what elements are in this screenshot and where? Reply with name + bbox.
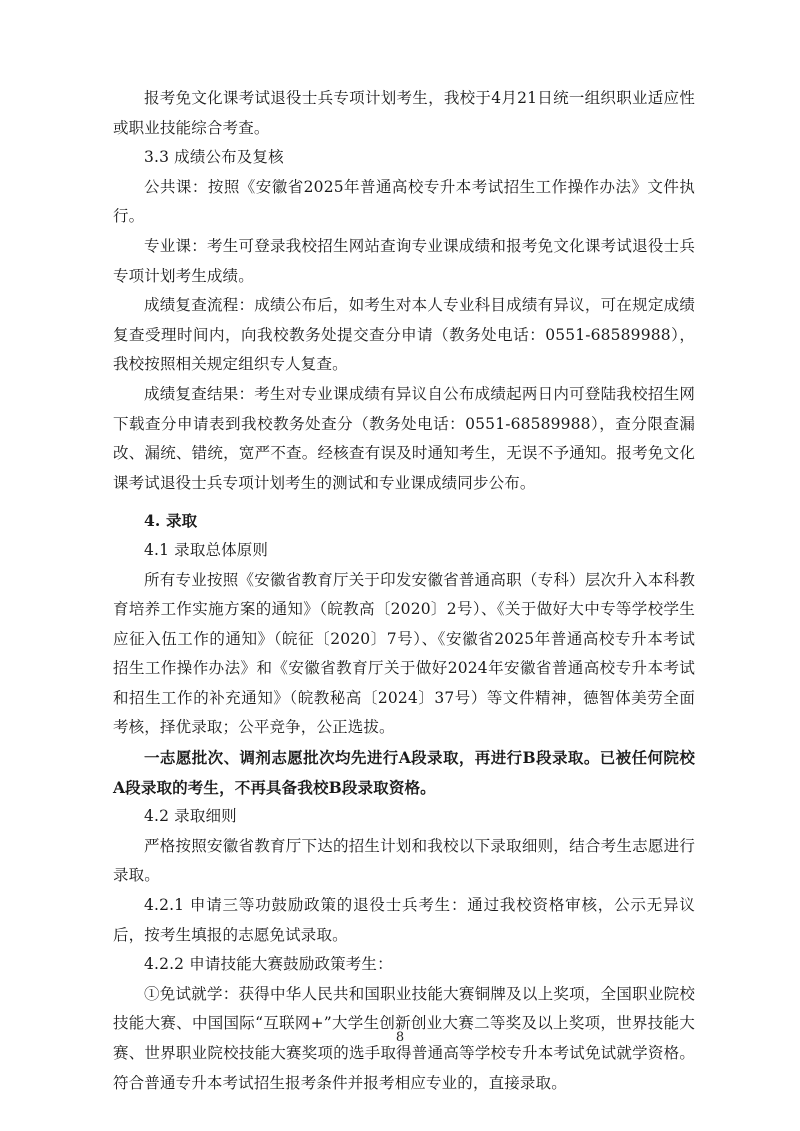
paragraph-review-process: 成绩复查流程：成绩公布后，如考生对本人专业科目成绩有异议，可在规定成绩复查受理时间内，向我校教务处提交查分申请（教务处电话：0551-68589988），我校按照相关规定组织专人复查。 [113, 296, 695, 374]
document-body [113, 84, 695, 1098]
section-4-1-heading: 4.1 录取总体原则 [144, 540, 269, 559]
page-number: 8 [395, 1030, 405, 1045]
section-4-2-heading: 4.2 录取细则 [144, 807, 237, 826]
paragraph-4-2-1: 4.2.1 申请三等功鼓励政策的退役士兵考生：通过我校资格审核，公示无异议后，按考生填报的志愿免试录取。 [113, 896, 695, 944]
paragraph-review-result: 成绩复查结果：考生对专业课成绩有异议自公布成绩起两日内可登陆我校招生网下载查分申请表到我校教务处查分（教务处电话：0551-68589988），查分限查漏改、漏统、错统，宽严不查。经核查有误及时通知考生，无误不予通知。报考免文化课考试退役士兵专项计划考生的测试和专业课成绩同步公布。 [113, 384, 695, 492]
paragraph-professional-course: 专业课：考生可登录我校招生网站查询专业课成绩和报考免文化课考试退役士兵专项计划考生成绩。 [113, 236, 695, 285]
section-3-3-heading: 3.3 成绩公布及复核 [144, 148, 284, 167]
paragraph-admission-order-bold: 一志愿批次、调剂志愿批次均先进行A段录取，再进行B段录取。已被任何院校A段录取的考生，不再具备我校B段录取资格。 [113, 748, 695, 797]
paragraph-4-2-2: 4.2.2 申请技能大赛鼓励政策考生： [144, 955, 393, 974]
section-4-heading: 4. 录取 [144, 511, 198, 531]
paragraph-general-principles: 所有专业按照《安徽省教育厅关于印发安徽省普通高职（专科）层次升入本科教育培养工作实施方案的通知》（皖教高〔2020〕2号）、《关于做好大中专等学校学生应征入伍工作的通知》（皖征〔2020〕7号）、《安徽省2025年普通高校专升本考试招生工作操作办法》和《安徽省教育厅关于做好2024年安徽省普通高校专升本考试和招生工作的补充通知》（皖教秘高〔2024〕37号）等文件精神，德智体美劳全面考核，择优录取；公平竞争，公正选拔。 [113, 570, 695, 737]
paragraph-public-course: 公共课：按照《安徽省2025年普通高校专升本考试招生工作操作办法》文件执行。 [113, 177, 695, 226]
paragraph-exemption: ①免试就学：获得中华人民共和国职业技能大赛铜牌及以上奖项，全国职业院校技能大赛、中国国际“互联网+”大学生创新创业大赛二等奖及以上奖项，世界技能大赛、世界职业院校技能大赛奖项的选手取得普通高等学校专升本考试免试就学资格。符合普通专升本考试招生报考条件并报考相应专业的，直接录取。 [113, 984, 695, 1092]
paragraph-admission-rules: 严格按照安徽省教育厅下达的招生计划和我校以下录取细则，结合考生志愿进行录取。 [113, 836, 695, 885]
paragraph-retired-soldier-assessment: 报考免文化课考试退役士兵专项计划考生，我校于4月21日统一组织职业适应性或职业技能综合考查。 [113, 89, 695, 137]
